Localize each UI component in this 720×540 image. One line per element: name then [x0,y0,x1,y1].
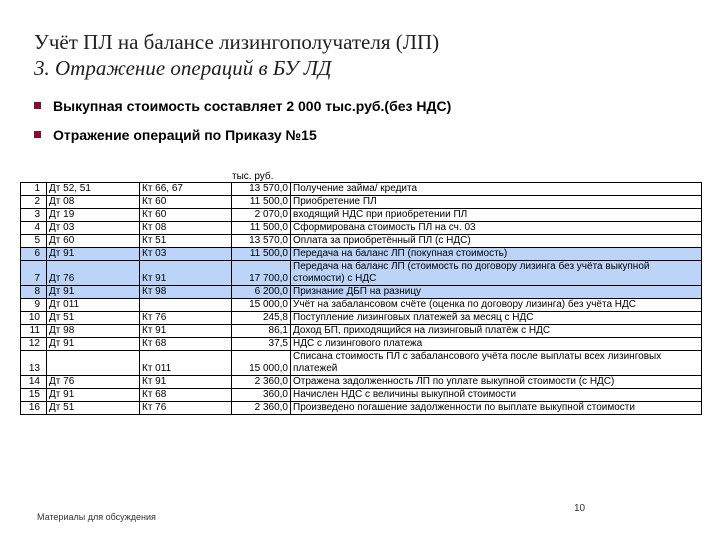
debit-account-cell: Дт 76 [47,376,140,389]
accounting-entries-table [20,182,702,415]
debit-account-cell: Дт 91 [47,248,140,261]
row-number-cell: 1 [21,183,47,196]
credit-account-cell: Кт 66, 67 [140,183,232,196]
table-row [21,248,702,261]
description-cell: Приобретение ПЛ [291,196,702,209]
credit-account-cell: Кт 76 [140,402,232,415]
row-number-cell: 10 [21,312,47,325]
bullet-item [34,127,317,143]
debit-account-cell: Дт 91 [47,338,140,351]
table-row [21,261,702,286]
debit-account-cell: Дт 60 [47,235,140,248]
row-number-cell: 12 [21,338,47,351]
table-body [21,183,702,415]
debit-account-cell: Дт 91 [47,286,140,299]
table-row [21,389,702,402]
footer-note: Материалы для обсуждения [37,512,156,522]
description-cell: Получение займа/ кредита [291,183,702,196]
bullet-square-icon [34,131,41,138]
table-row [21,235,702,248]
debit-account-cell: Дт 51 [47,312,140,325]
amount-cell: 2 360,0 [232,402,291,415]
amount-cell: 37,5 [232,338,291,351]
row-number-cell: 2 [21,196,47,209]
row-number-cell: 8 [21,286,47,299]
slide-subtitle: 3. Отражение операций в БУ ЛД [34,56,332,80]
debit-account-cell: Дт 76 [47,261,140,286]
row-number-cell: 9 [21,299,47,312]
bullet-item [34,98,451,114]
table-row [21,209,702,222]
row-number-cell: 13 [21,351,47,376]
amount-cell: 15 000,0 [232,299,291,312]
credit-account-cell: Кт 91 [140,376,232,389]
description-cell: Передача на баланс ЛП (покупная стоимость) [291,248,702,261]
debit-account-cell: Дт 08 [47,196,140,209]
amount-cell: 360,0 [232,389,291,402]
row-number-cell: 11 [21,325,47,338]
debit-account-cell [47,351,140,376]
table-unit-label: тыс. руб. [232,171,274,182]
row-number-cell: 5 [21,235,47,248]
credit-account-cell: Кт 68 [140,338,232,351]
description-cell: Сформирована стоимость ПЛ на сч. 03 [291,222,702,235]
credit-account-cell: Кт 91 [140,325,232,338]
credit-account-cell: Кт 60 [140,209,232,222]
debit-account-cell: Дт 91 [47,389,140,402]
description-cell: Начислен НДС с величины выкупной стоимости [291,389,702,402]
description-cell: Учёт на забалансовом счёте (оценка по договору лизинга) без учёта НДС [291,299,702,312]
debit-account-cell: Дт 19 [47,209,140,222]
description-cell: Признание ДБП на разницу [291,286,702,299]
table-row [21,196,702,209]
credit-account-cell [140,299,232,312]
amount-cell: 86,1 [232,325,291,338]
debit-account-cell: Дт 51 [47,402,140,415]
amount-cell: 13 570,0 [232,235,291,248]
bullet-text: Выкупная стоимость составляет 2 000 тыс.руб.(без НДС) [53,98,452,114]
row-number-cell: 15 [21,389,47,402]
row-number-cell: 3 [21,209,47,222]
credit-account-cell: Кт 60 [140,196,232,209]
description-cell: Списана стоимость ПЛ с забалансового учёта после выплаты всех лизинговых платежей [291,351,702,376]
table-row [21,338,702,351]
amount-cell: 2 070,0 [232,209,291,222]
credit-account-cell: Кт 98 [140,286,232,299]
row-number-cell: 6 [21,248,47,261]
table-row [21,183,702,196]
table-row [21,312,702,325]
description-cell: Отражена задолженность ЛП по уплате выкупной стоимости (с НДС) [291,376,702,389]
credit-account-cell: Кт 51 [140,235,232,248]
amount-cell: 11 500,0 [232,196,291,209]
debit-account-cell: Дт 52, 51 [47,183,140,196]
description-cell: Поступление лизинговых платежей за месяц с НДС [291,312,702,325]
table-row [21,286,702,299]
table-row [21,351,702,376]
debit-account-cell: Дт 011 [47,299,140,312]
amount-cell: 245,8 [232,312,291,325]
table-row [21,299,702,312]
row-number-cell: 7 [21,261,47,286]
credit-account-cell: Кт 68 [140,389,232,402]
credit-account-cell: Кт 76 [140,312,232,325]
bullet-square-icon [34,102,41,109]
description-cell: Произведено погашение задолженности по выплате выкупной стоимости [291,402,702,415]
credit-account-cell: Кт 011 [140,351,232,376]
credit-account-cell: Кт 08 [140,222,232,235]
row-number-cell: 16 [21,402,47,415]
description-cell: Доход БП, приходящийся на лизинговый платёж с НДС [291,325,702,338]
debit-account-cell: Дт 03 [47,222,140,235]
page-number: 10 [574,503,586,514]
amount-cell: 13 570,0 [232,183,291,196]
amount-cell: 2 360,0 [232,376,291,389]
credit-account-cell: Кт 03 [140,248,232,261]
bullet-text: Отражение операций по Приказу №15 [53,127,317,143]
description-cell: НДС с лизингового платежа [291,338,702,351]
table-row [21,402,702,415]
table-row [21,376,702,389]
description-cell: Передача на баланс ЛП (стоимость по договору лизинга без учёта выкупной стоимости) с НДС [291,261,702,286]
slide-title: Учёт ПЛ на балансе лизингополучателя (ЛП) [34,30,440,54]
amount-cell: 11 500,0 [232,248,291,261]
description-cell: входящий НДС при приобретении ПЛ [291,209,702,222]
row-number-cell: 14 [21,376,47,389]
amount-cell: 6 200,0 [232,286,291,299]
debit-account-cell: Дт 98 [47,325,140,338]
amount-cell: 15 000,0 [232,351,291,376]
table-row [21,325,702,338]
amount-cell: 11 500,0 [232,222,291,235]
row-number-cell: 4 [21,222,47,235]
amount-cell: 17 700,0 [232,261,291,286]
credit-account-cell: Кт 91 [140,261,232,286]
description-cell: Оплата за приобретённый ПЛ (с НДС) [291,235,702,248]
table-row [21,222,702,235]
